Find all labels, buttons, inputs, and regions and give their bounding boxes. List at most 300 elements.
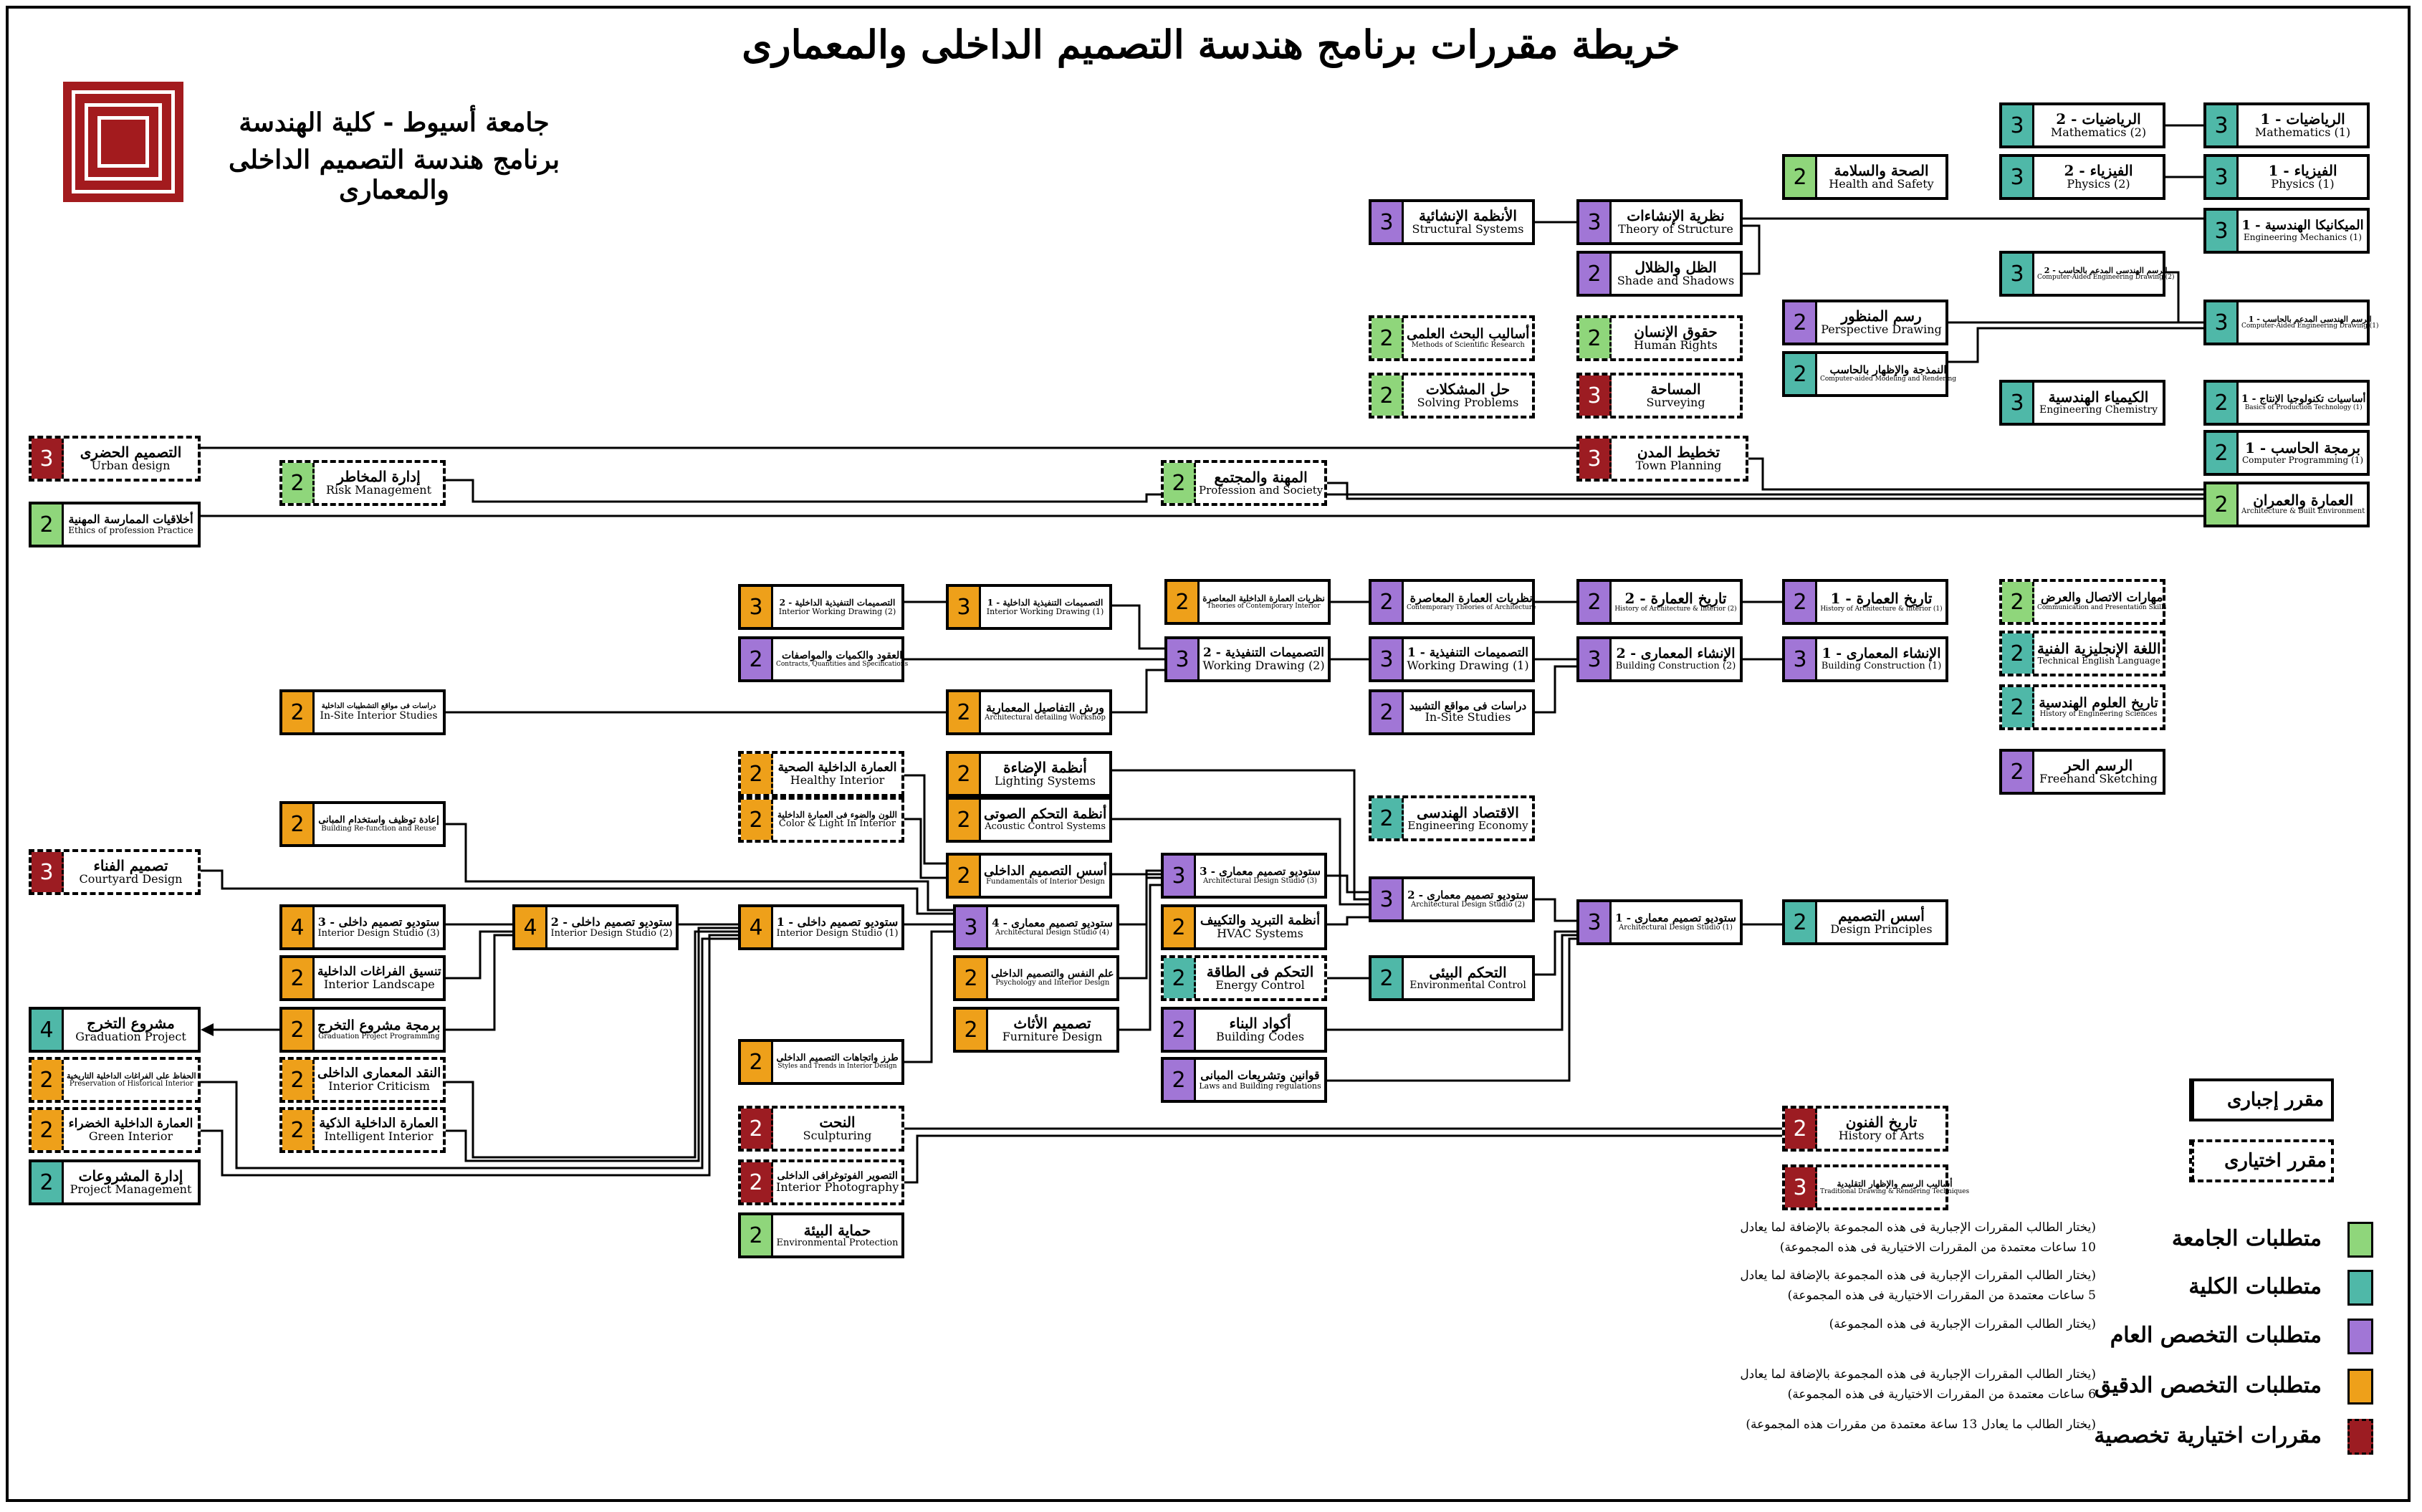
arrowhead xyxy=(201,1023,214,1036)
course-rights xyxy=(1576,315,1743,361)
legend-category-name: متطلبات الجامعة xyxy=(2171,1226,2322,1251)
course-name-ar: حل المشكلات xyxy=(1425,381,1511,398)
course-projmgmt xyxy=(29,1159,201,1205)
course-name-ar: برمجة الحاسب - 1 xyxy=(2244,439,2361,457)
credit-hours: 2 xyxy=(741,800,773,840)
course-name-en: Energy Control xyxy=(1215,978,1305,992)
course-name-ar: أنظمة التبريد والتكييف xyxy=(1200,913,1321,929)
legend-swatch xyxy=(2347,1270,2373,1306)
course-name-en: Freehand Sketching xyxy=(2039,772,2158,786)
course-name-ar: ستوديو تصميم معمارى - 4 xyxy=(992,916,1113,929)
course-name-en: In-Site Interior Studies xyxy=(320,709,438,722)
course-name-en: Mathematics (2) xyxy=(2050,125,2147,140)
course-name-ar: أنظمة الإضاءة xyxy=(1003,759,1087,777)
credit-hours: 2 xyxy=(282,692,315,732)
course-title xyxy=(1817,157,1945,197)
course-title xyxy=(64,439,198,479)
legend-category-name: متطلبات التخصص الدقيق xyxy=(2094,1373,2322,1398)
course-lighting xyxy=(946,751,1112,797)
legend-category-note-2: 5 ساعات معتمدة من المقررات الاختيارية فى هذه المجموعة) xyxy=(1787,1288,2096,1303)
course-name-en: Psychology and Interior Design xyxy=(995,979,1110,987)
course-title xyxy=(981,800,1109,840)
course-name-ar: التصميمات التنفيذية الداخلية - 2 xyxy=(779,597,896,608)
course-name-en: Solving Problems xyxy=(1417,396,1519,410)
course-title xyxy=(2239,433,2367,473)
course-name-en: Engineering Chemistry xyxy=(2039,404,2158,416)
legend-swatch xyxy=(2347,1369,2373,1405)
connector-shade-theory xyxy=(1743,226,1759,274)
course-title xyxy=(315,907,443,947)
course-title xyxy=(1817,639,1945,679)
course-title xyxy=(64,1110,198,1150)
course-mech1 xyxy=(2203,208,2370,254)
course-title xyxy=(64,852,198,892)
credit-hours: 3 xyxy=(1372,879,1404,919)
course-title xyxy=(64,1060,199,1100)
course-name-en: History of Architecture & Interior (2) xyxy=(1614,605,1737,613)
credit-hours: 2 xyxy=(282,958,315,998)
course-name-ar: حماية البيئة xyxy=(803,1221,871,1239)
course-name-en: Health and Safety xyxy=(1829,177,1934,191)
credit-hours: 2 xyxy=(949,856,981,896)
course-title xyxy=(1200,639,1328,679)
credit-hours: 2 xyxy=(1785,302,1817,343)
credit-hours: 2 xyxy=(1372,798,1404,838)
course-ids1 xyxy=(738,904,904,950)
course-name-en: Interior Design Studio (2) xyxy=(550,927,673,939)
connector-town-archbuilt xyxy=(1748,459,2203,489)
course-title xyxy=(547,907,676,947)
course-name-ar: النمذجة والإظهار بالحاسب xyxy=(1829,363,1947,377)
course-title xyxy=(1196,463,1326,503)
course-name-ar: تاريخ العلوم الهندسية xyxy=(2039,694,2158,711)
course-name-ar: رسم المنظور xyxy=(1841,307,1922,325)
course-prog1 xyxy=(2203,430,2370,476)
course-name-ar: تصميم الأثاث xyxy=(1013,1015,1091,1033)
credit-hours: 3 xyxy=(1372,202,1404,242)
course-title xyxy=(1404,202,1532,242)
course-cad1 xyxy=(2203,300,2379,345)
course-title xyxy=(1612,375,1740,416)
course-name-en: Design Principles xyxy=(1830,922,1933,937)
course-title xyxy=(988,958,1117,998)
course-name-en: Healthy Interior xyxy=(790,772,885,787)
course-title xyxy=(315,692,443,732)
course-name-en: Environmental Control xyxy=(1409,980,1526,992)
course-title xyxy=(981,856,1110,896)
course-struct xyxy=(1369,199,1535,245)
course-title xyxy=(773,639,911,679)
course-fund xyxy=(946,853,1112,899)
course-insite-int xyxy=(279,689,446,735)
course-title xyxy=(773,1215,901,1255)
credit-hours: 3 xyxy=(1372,639,1404,679)
course-green xyxy=(29,1107,201,1153)
credit-hours: 2 xyxy=(2206,433,2239,473)
credit-hours: 2 xyxy=(1579,582,1612,622)
course-title xyxy=(2034,157,2163,197)
credit-hours: 2 xyxy=(282,1110,315,1150)
connector-photo-arts xyxy=(904,1136,1782,1182)
legend-category-note: (يختار الطالب المقررات الإجبارية فى هذه المجموعة بالإضافة لما يعادل xyxy=(1740,1268,2096,1283)
credit-hours: 3 xyxy=(1785,1167,1817,1207)
course-name-ar: التصميمات التنفيذية - 2 xyxy=(1202,645,1325,660)
course-math2 xyxy=(1999,102,2165,148)
course-title xyxy=(1817,302,1945,343)
connector-iwd1-wd2 xyxy=(1112,606,1164,649)
course-name-ar: اللون والضوء فى العمارة الداخلية xyxy=(777,809,897,820)
course-name-ar: الاقتصاد الهندسى xyxy=(1417,803,1519,821)
course-title xyxy=(1404,798,1532,838)
course-name-en: Traditional Drawing & Rendering Techniques xyxy=(1820,1187,1970,1195)
course-name-ar: ستوديو تصميم داخلى - 2 xyxy=(550,914,673,929)
course-title xyxy=(315,1010,444,1050)
course-detailing xyxy=(946,689,1112,735)
course-name-en: Urban design xyxy=(91,459,171,473)
course-hist1 xyxy=(1782,579,1948,625)
course-psych xyxy=(953,955,1119,1001)
course-name-en: Perspective Drawing xyxy=(1821,322,1942,337)
credit-hours: 2 xyxy=(1164,463,1196,503)
course-profsoc xyxy=(1161,460,1327,506)
credit-hours: 2 xyxy=(282,463,315,503)
course-name-ar: التحكم البيئى xyxy=(1429,964,1507,982)
credit-hours: 3 xyxy=(1164,856,1196,896)
course-econ xyxy=(1369,795,1535,841)
course-name-en: Technical English Language xyxy=(2037,656,2161,666)
credit-hours: 2 xyxy=(1785,354,1817,394)
course-name-ar: الرسم الهندسى المدعم بالحاسب - 2 xyxy=(2044,265,2168,275)
course-title xyxy=(315,804,443,844)
course-name-en: Styles and Trends in Interior Design xyxy=(777,1063,897,1071)
credit-hours: 2 xyxy=(956,958,988,998)
course-title xyxy=(1404,692,1532,732)
page-title: خريطة مقررات برنامج هندسة التصميم الداخلى والمعمارى xyxy=(742,21,1680,67)
course-name-ar: التحكم فى الطاقة xyxy=(1206,963,1314,981)
course-name-ar: النحت xyxy=(819,1114,856,1131)
course-name-en: History of Arts xyxy=(1838,1129,1925,1143)
course-name-ar: أسس التصميم الداخلى xyxy=(984,863,1107,879)
course-name-en: Profession and Society xyxy=(1199,483,1324,497)
legend-mandatory xyxy=(2189,1078,2334,1121)
credit-hours: 4 xyxy=(32,1010,64,1050)
course-contracts xyxy=(738,636,909,682)
legend-category-name: متطلبات التخصص العام xyxy=(2110,1323,2322,1348)
course-name-en: In-Site Studies xyxy=(1425,710,1511,724)
course-chem xyxy=(1999,380,2165,426)
course-phys2 xyxy=(1999,154,2165,200)
credit-hours: 3 xyxy=(1579,439,1612,479)
credit-hours: 2 xyxy=(32,1162,64,1202)
course-cad2 xyxy=(1999,251,2175,297)
course-name-ar: نظريات العمارة الداخلية المعاصرة xyxy=(1202,593,1325,603)
course-title xyxy=(315,1110,443,1150)
course-title xyxy=(1200,582,1328,622)
course-name-ar: التصميم الحضرى xyxy=(80,444,182,461)
course-name-en: Computer-aided Modeling and Rendering xyxy=(1820,375,1957,383)
legend-elective-cell xyxy=(2192,1142,2220,1180)
credit-hours: 3 xyxy=(949,587,981,627)
course-name-ar: أخلاقيات الممارسة المهنية xyxy=(68,512,193,527)
credit-hours: 2 xyxy=(949,754,981,794)
course-name-en: Interior Design Studio (3) xyxy=(317,927,440,939)
credit-hours: 2 xyxy=(741,1042,773,1082)
credit-hours: 2 xyxy=(2206,383,2239,423)
course-hvac xyxy=(1161,904,1327,950)
credit-hours: 3 xyxy=(2002,157,2034,197)
course-name-ar: نظرية الإنشاءات xyxy=(1627,207,1725,225)
course-title xyxy=(1404,958,1532,998)
course-name-en: Green Interior xyxy=(88,1129,173,1143)
credit-hours: 2 xyxy=(32,1060,64,1100)
course-name-ar: الظل والظلال xyxy=(1634,259,1717,277)
course-name-en: Physics (2) xyxy=(2067,177,2130,191)
course-iwd2 xyxy=(738,584,904,630)
course-bc2 xyxy=(1576,636,1743,682)
course-prodtech xyxy=(2203,380,2370,426)
credit-hours: 2 xyxy=(1164,1010,1196,1050)
course-title xyxy=(773,800,901,840)
course-name-en: HVAC Systems xyxy=(1217,927,1303,941)
course-title xyxy=(988,907,1116,947)
course-name-ar: دراسات فى مواقع التشطيبات الداخلية xyxy=(321,702,436,711)
credit-hours: 2 xyxy=(1785,582,1817,622)
course-name-ar: تصميم الفناء xyxy=(93,857,168,875)
course-name-ar: العمارة الداخلية الخضراء xyxy=(68,1116,193,1131)
connector-furniture-ads3 xyxy=(1119,885,1161,1030)
course-name-en: Interior Working Drawing (2) xyxy=(778,606,896,616)
course-name-ar: تخطيط المدن xyxy=(1637,444,1720,461)
university-logo xyxy=(63,82,183,202)
course-history-eng xyxy=(1999,684,2165,730)
credit-hours: 2 xyxy=(1372,582,1404,622)
course-title xyxy=(1612,582,1740,622)
credit-hours: 3 xyxy=(2206,157,2239,197)
legend-category-name: مقررات اختيارية تخصصية xyxy=(2094,1423,2322,1448)
course-title xyxy=(1196,1060,1324,1100)
credit-hours: 2 xyxy=(1372,318,1404,358)
course-persp xyxy=(1782,300,1948,345)
course-name-en: Mathematics (1) xyxy=(2254,125,2351,140)
course-name-en: Human Rights xyxy=(1634,338,1718,353)
course-title xyxy=(2034,254,2177,294)
course-name-en: Physics (1) xyxy=(2271,177,2335,191)
course-name-en: Risk Management xyxy=(325,483,431,497)
course-name-ar: العمارة والعمران xyxy=(2253,492,2354,509)
course-healthy xyxy=(738,751,904,797)
course-arts xyxy=(1782,1106,1948,1152)
course-furniture xyxy=(953,1007,1119,1053)
course-iwd1 xyxy=(946,584,1112,630)
course-styles xyxy=(738,1039,904,1085)
credit-hours: 2 xyxy=(1372,958,1404,998)
course-name-en: Lighting Systems xyxy=(995,774,1096,788)
course-tradition xyxy=(1782,1164,1970,1210)
course-name-ar: تنسيق الفراغات الداخلية xyxy=(317,964,441,979)
connector-psych-ads3 xyxy=(1119,878,1161,978)
course-name-en: Environmental Protection xyxy=(776,1237,899,1248)
course-name-en: Interior Photography xyxy=(776,1180,899,1194)
course-wd1 xyxy=(1369,636,1535,682)
course-name-en: Building Re-function and Reuse xyxy=(321,824,436,833)
course-name-en: History of Architecture & Interior (1) xyxy=(1820,605,1943,613)
course-name-en: Surveying xyxy=(1646,396,1705,410)
credit-hours: 2 xyxy=(1785,157,1817,197)
course-title xyxy=(315,958,444,998)
course-name-ar: النقد المعمارى الداخلى xyxy=(317,1066,441,1081)
course-name-en: Building Construction (2) xyxy=(1615,661,1736,672)
course-envprot xyxy=(738,1212,904,1258)
credit-hours: 2 xyxy=(282,1010,315,1050)
course-title xyxy=(1612,639,1740,679)
course-name-en: Basics of Production Technology (1) xyxy=(2244,403,2363,411)
course-name-ar: الإنشاء المعمارى - 2 xyxy=(1616,646,1736,662)
course-title xyxy=(773,907,901,947)
course-title xyxy=(773,1042,901,1082)
connector-landscape-ids2 xyxy=(446,932,512,978)
course-landscape xyxy=(279,955,446,1001)
course-name-ar: الفيزياء - 1 xyxy=(2268,162,2337,180)
credit-hours: 3 xyxy=(2002,254,2034,294)
course-name-ar: التصوير الفوتوغرافى الداخلى xyxy=(777,1170,898,1182)
course-name-en: Contemporary Theories of Architecture xyxy=(1407,603,1536,611)
course-archbuilt xyxy=(2203,482,2370,527)
course-name-ar: أساليب البحث العلمى xyxy=(1407,325,1530,342)
course-english xyxy=(1999,631,2165,676)
course-title xyxy=(64,504,198,545)
course-photo xyxy=(738,1159,904,1205)
course-insite xyxy=(1369,689,1535,735)
legend-mandatory-cell xyxy=(2192,1081,2220,1119)
credit-hours: 3 xyxy=(1785,639,1817,679)
course-laws xyxy=(1161,1057,1327,1103)
credit-hours: 3 xyxy=(2002,105,2034,145)
course-name-ar: حقوق الإنسان xyxy=(1634,323,1718,341)
course-name-en: Shade and Shadows xyxy=(1617,274,1735,288)
credit-hours: 2 xyxy=(1167,582,1200,622)
course-title xyxy=(64,1010,198,1050)
course-name-en: Building Codes xyxy=(1215,1030,1305,1044)
course-name-ar: إدارة المشروعات xyxy=(78,1167,183,1185)
course-name-ar: أساليب الرسم والإظهار التقليدية xyxy=(1837,1178,1953,1189)
legend-swatch xyxy=(2347,1419,2373,1455)
legend-category-note: (يختار الطالب المقررات الإجبارية فى هذه المجموعة بالإضافة لما يعادل xyxy=(1740,1220,2096,1235)
course-title xyxy=(1817,902,1945,942)
credit-hours: 2 xyxy=(2002,752,2034,792)
legend-mandatory-label: مقرر إجبارى xyxy=(2227,1089,2325,1111)
course-bc1 xyxy=(1782,636,1948,682)
course-name-en: Interior Criticism xyxy=(328,1079,430,1094)
course-town xyxy=(1576,436,1748,482)
course-title xyxy=(2034,105,2163,145)
course-name-ar: التصميمات التنفيذية الداخلية - 1 xyxy=(987,597,1104,608)
course-name-ar: مهارات الاتصال والعرض xyxy=(2040,590,2163,606)
course-title xyxy=(315,1060,444,1100)
course-energy xyxy=(1161,955,1327,1001)
course-name-ar: ستوديو تصميم داخلى - 3 xyxy=(317,914,440,929)
course-name-en: Laws and Building regulations xyxy=(1199,1081,1321,1091)
course-title xyxy=(2239,211,2367,251)
course-name-ar: الرياضيات - 1 xyxy=(2260,110,2345,128)
course-risk xyxy=(279,460,446,506)
credit-hours: 4 xyxy=(515,907,547,947)
legend-swatch xyxy=(2347,1319,2373,1354)
course-model xyxy=(1782,351,1957,397)
course-name-en: Acoustic Control Systems xyxy=(985,821,1106,833)
course-name-ar: إدارة المخاطر xyxy=(337,468,421,486)
course-name-ar: مشروع التخرج xyxy=(87,1015,175,1033)
course-title xyxy=(64,1162,198,1202)
connector-profsoc-archbuilt xyxy=(1327,483,2203,499)
credit-hours: 2 xyxy=(1164,958,1196,998)
course-name-ar: الصحة والسلامة xyxy=(1834,162,1929,180)
credit-hours: 2 xyxy=(1579,318,1612,358)
credit-hours: 3 xyxy=(1579,902,1612,942)
course-title xyxy=(1612,902,1740,942)
course-name-en: Courtyard Design xyxy=(79,872,183,886)
course-theory xyxy=(1576,199,1743,245)
course-name-en: Preservation of Historical Interior xyxy=(69,1079,193,1088)
course-name-en: Project Management xyxy=(70,1182,192,1197)
course-title xyxy=(981,587,1109,627)
course-math1 xyxy=(2203,102,2370,148)
credit-hours: 3 xyxy=(1167,639,1200,679)
course-name-ar: ستوديو تصميم معمارى - 1 xyxy=(1615,911,1736,924)
credit-hours: 2 xyxy=(32,1110,64,1150)
credit-hours: 2 xyxy=(949,800,981,840)
course-name-en: Interior Design Studio (1) xyxy=(776,927,899,939)
course-title xyxy=(1817,354,1959,394)
credit-hours: 2 xyxy=(956,1010,988,1050)
connector-detailing-wd2 xyxy=(1112,670,1164,712)
course-name-ar: تاريخ الفنون xyxy=(1845,1114,1918,1131)
course-ads4 xyxy=(953,904,1119,950)
course-codes xyxy=(1161,1007,1327,1053)
credit-hours: 2 xyxy=(1372,692,1404,732)
credit-hours: 2 xyxy=(1164,1060,1196,1100)
legend-category-name: متطلبات الكلية xyxy=(2188,1274,2322,1299)
credit-hours: 4 xyxy=(282,907,315,947)
legend-category-note-2: 10 ساعات معتمدة من المقررات الاختيارية فى هذه المجموعة) xyxy=(1779,1240,2096,1255)
course-name-en: Interior Working Drawing (1) xyxy=(986,606,1104,616)
course-title xyxy=(2034,687,2163,727)
course-name-ar: العمارة الداخلية الصحية xyxy=(777,760,897,775)
legend-category-note: (يختار الطالب المقررات الإجبارية فى هذه المجموعة) xyxy=(1829,1317,2096,1331)
course-name-ar: المهنة والمجتمع xyxy=(1214,468,1308,486)
course-name-ar: أنظمة التحكم الصوتى xyxy=(984,806,1107,823)
course-name-ar: ستوديو تصميم معمارى - 2 xyxy=(1407,888,1528,901)
course-contemp-arch xyxy=(1369,579,1535,625)
course-title xyxy=(1196,1010,1324,1050)
course-name-en: Structural Systems xyxy=(1412,222,1524,236)
credit-hours: 2 xyxy=(282,1060,315,1100)
credit-hours: 2 xyxy=(1579,254,1612,294)
course-name-en: Architectural detailing Workshop xyxy=(985,714,1106,722)
credit-hours: 2 xyxy=(741,639,773,679)
course-title xyxy=(2239,105,2367,145)
course-name-ar: الإنشاء المعمارى - 1 xyxy=(1822,646,1941,662)
course-title xyxy=(2034,752,2163,792)
course-name-ar: الرياضيات - 2 xyxy=(2056,110,2141,128)
course-title xyxy=(1612,439,1746,479)
course-title xyxy=(1196,907,1324,947)
legend-category-note-2: 6 ساعات معتمدة من المقررات الاختيارية فى هذه المجموعة) xyxy=(1787,1387,2096,1402)
credit-hours: 2 xyxy=(1785,1109,1817,1149)
course-title xyxy=(2239,302,2381,343)
course-name-en: History of Engineering Sciences xyxy=(2039,709,2158,718)
credit-hours: 3 xyxy=(956,907,988,947)
course-name-en: Engineering Mechanics (1) xyxy=(2244,232,2362,243)
